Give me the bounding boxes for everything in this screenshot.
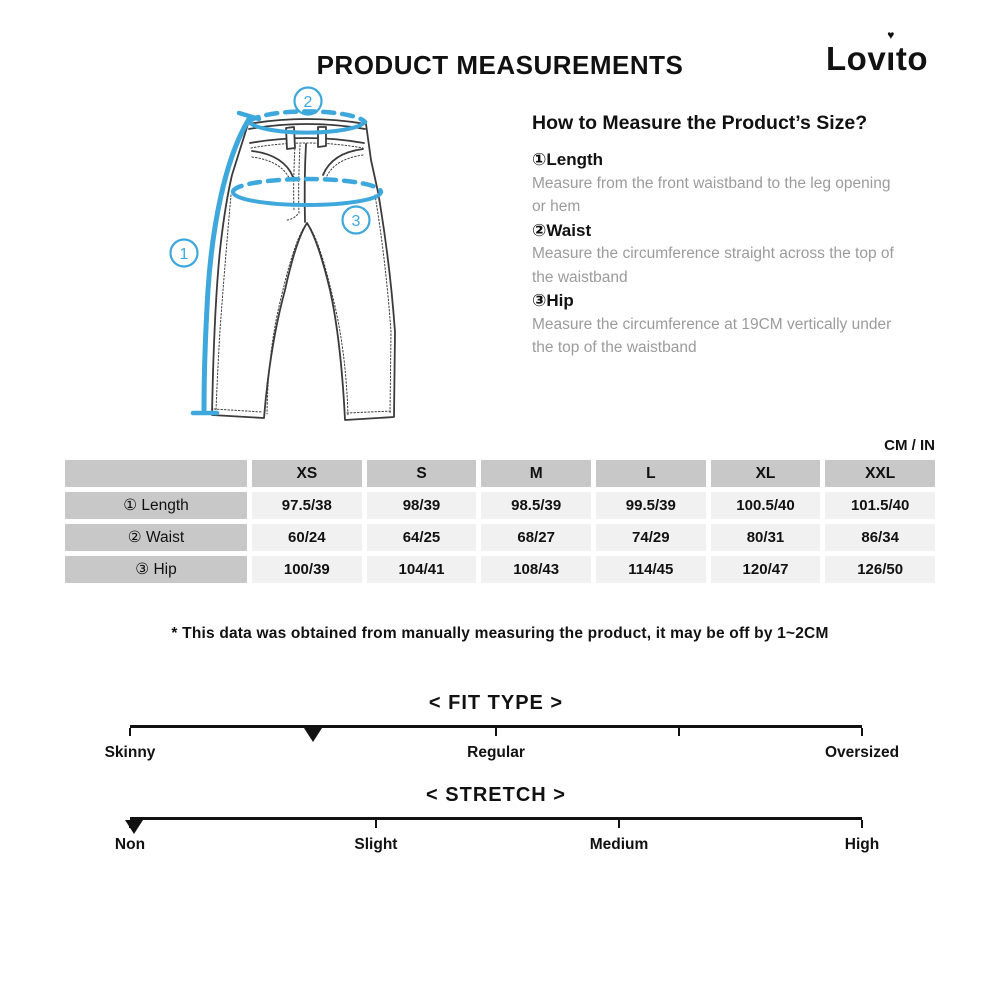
- belt-loop-right: [318, 127, 326, 147]
- how-to-item-length: [532, 148, 894, 219]
- table-cell: 97.5/38: [252, 492, 362, 519]
- table-cell: 60/24: [252, 524, 362, 551]
- table-cell: 104/41: [367, 556, 477, 583]
- table-cell: 98/39: [367, 492, 477, 519]
- pants-diagram: [130, 85, 520, 445]
- column-header-xl: XL: [711, 460, 821, 487]
- table-cell: 86/34: [825, 524, 935, 551]
- stretch-label-medium: Medium: [589, 836, 649, 853]
- how-to-item-hip: [532, 289, 894, 360]
- table-cell: 80/31: [711, 524, 821, 551]
- axis-tick: [618, 820, 620, 828]
- column-header-s: S: [367, 460, 477, 487]
- table-corner-cell: [65, 460, 247, 487]
- table-cell: 98.5/39: [481, 492, 591, 519]
- row-label-length: ① Length: [65, 492, 247, 519]
- heart-icon: ♥: [887, 28, 895, 42]
- stretch-label-slight: Slight: [354, 836, 398, 853]
- stretch-label-non: Non: [114, 836, 146, 853]
- size-table: [65, 460, 935, 583]
- axis-tick: [495, 728, 497, 736]
- column-header-l: L: [596, 460, 706, 487]
- how-to-measure-title: How to Measure the Product’s Size?: [532, 112, 868, 134]
- fit-type-title: < FIT TYPE >: [428, 692, 564, 714]
- table-cell: 74/29: [596, 524, 706, 551]
- fit-type-marker-icon: [304, 728, 322, 742]
- pants-outline: [212, 119, 395, 420]
- fit-label-regular: Regular: [467, 744, 525, 761]
- brand-prefix: Lov: [826, 40, 887, 77]
- table-cell: 100.5/40: [711, 492, 821, 519]
- table-cell: 120/47: [711, 556, 821, 583]
- table-cell: 101.5/40: [825, 492, 935, 519]
- column-header-m: M: [481, 460, 591, 487]
- lovito-logo: [826, 28, 928, 78]
- table-cell: 64/25: [367, 524, 477, 551]
- axis-tick: [129, 728, 131, 736]
- how-to-measure-section: [532, 112, 894, 360]
- measurement-disclaimer: * This data was obtained from manually measuring the product, it may be off by 1~2CM: [171, 625, 829, 642]
- row-label-waist: ② Waist: [65, 524, 247, 551]
- stretch-scale: [114, 784, 880, 856]
- stretch-marker-icon: [125, 820, 143, 834]
- how-to-item-waist: [532, 219, 894, 290]
- marker-1-digit: 1: [179, 246, 189, 263]
- hip-heading: ③Hip: [532, 291, 574, 310]
- table-cell: 99.5/39: [596, 492, 706, 519]
- hip-description: Measure the circumference at 19CM vertically under the top of the waistband: [532, 315, 892, 356]
- table-cell: 114/45: [596, 556, 706, 583]
- length-cap-top: [239, 113, 259, 119]
- unit-label: CM / IN: [884, 437, 935, 454]
- marker-3-digit: 3: [351, 213, 361, 230]
- fit-type-axis: [130, 725, 862, 742]
- waist-heading: ②Waist: [532, 220, 592, 240]
- table-cell: 126/50: [825, 556, 935, 583]
- axis-tick: [375, 820, 377, 828]
- axis-tick: [861, 820, 863, 828]
- axis-tick: [678, 728, 680, 736]
- stretch-labels: [114, 836, 880, 856]
- fit-label-oversized: Oversized: [824, 744, 900, 761]
- stretch-title: < STRETCH >: [426, 784, 566, 806]
- fit-label-skinny: Skinny: [104, 744, 156, 761]
- fit-type-scale: [104, 692, 900, 764]
- brand-suffix: to: [895, 40, 928, 77]
- stretch-label-high: High: [844, 836, 880, 853]
- table-cell: 68/27: [481, 524, 591, 551]
- column-header-xxl: XXL: [825, 460, 935, 487]
- axis-tick: [861, 728, 863, 736]
- column-header-xs: XS: [252, 460, 362, 487]
- length-description: Measure from the front waistband to the leg opening or hem: [532, 174, 891, 215]
- fit-type-labels: [104, 744, 900, 764]
- page-title: PRODUCT MEASUREMENTS: [316, 50, 684, 80]
- table-cell: 100/39: [252, 556, 362, 583]
- brand-letter-i: ı ♥: [886, 28, 896, 77]
- table-cell: 108/43: [481, 556, 591, 583]
- marker-2-digit: 2: [303, 94, 313, 111]
- row-label-hip: ③ Hip: [65, 556, 247, 583]
- length-heading: ①Length: [532, 150, 604, 169]
- waist-description: Measure the circumference straight across the top of the waistband: [532, 245, 894, 286]
- stretch-axis: [130, 817, 862, 834]
